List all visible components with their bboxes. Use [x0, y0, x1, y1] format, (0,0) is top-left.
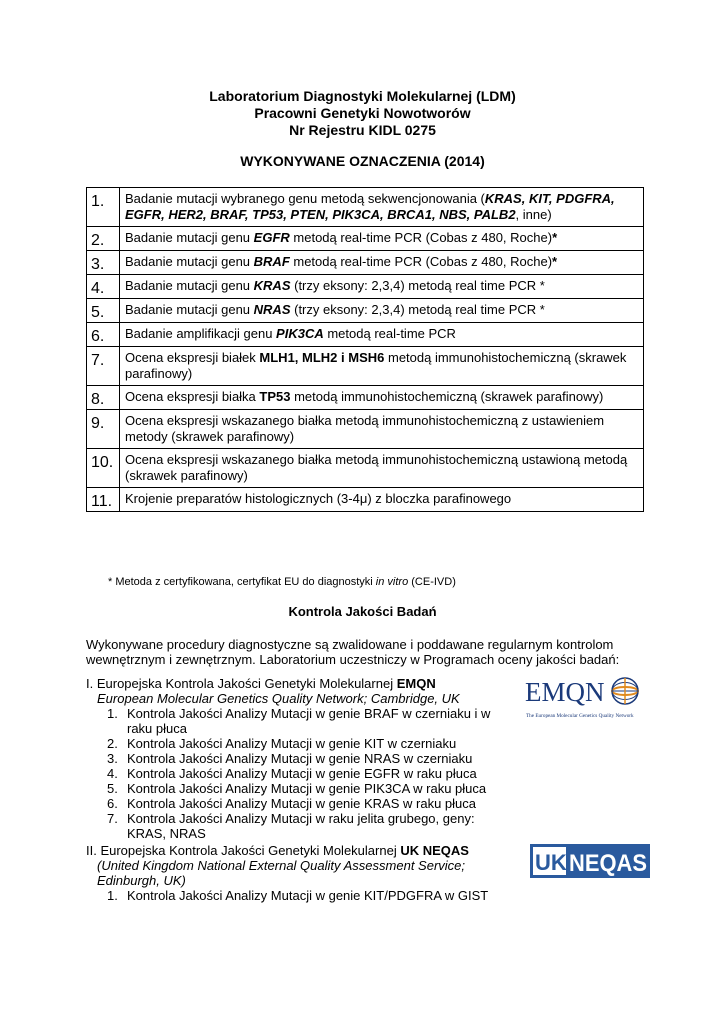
test-text-segment: Ocena ekspresji wskazanego białka metodą immunohistochemiczną z ustawieniem metody (skrawek parafinowy) — [125, 413, 605, 444]
test-description — [120, 227, 644, 251]
list-item: 5. Kontrola Jakości Analizy Mutacji w genie PIK3CA w raku płuca — [107, 781, 487, 796]
program-title-text: II. Europejska Kontrola Jakości Genetyki Molekularnej — [86, 843, 401, 858]
test-text-segment: * — [552, 254, 558, 269]
footnote-suffix: (CE-IVD) — [408, 576, 456, 588]
test-description — [120, 347, 644, 386]
test-number: 2. — [87, 227, 120, 251]
quality-intro: Wykonywane procedury diagnostyczne są zwalidowane i poddawane regularnym kontrolom wewnętrznym i zewnętrznym. Laboratorium uczestniczy w Programach oceny jakości badań: — [86, 637, 620, 667]
table-row — [87, 275, 644, 299]
test-text-segment: Badanie mutacji genu — [125, 254, 254, 269]
program-uk-neqas — [86, 843, 516, 903]
test-text-segment: Badanie amplifikacji genu — [125, 326, 277, 341]
test-text-segment: metodą real-time PCR (Cobas z 480, Roche) — [289, 230, 553, 245]
test-number: 3. — [87, 251, 120, 275]
test-text-segment: Badanie mutacji genu — [125, 278, 254, 293]
test-number: 8. — [87, 386, 120, 410]
tests-heading: WYKONYWANE OZNACZENIA (2014) — [240, 153, 485, 169]
table-row — [87, 227, 644, 251]
department-name: Pracowni Genetyki Nowotworów — [254, 105, 471, 121]
test-number: 10. — [87, 449, 120, 488]
program-subtitle: European Molecular Genetics Quality Network; Cambridge, UK — [97, 691, 460, 706]
list-item: 1. Kontrola Jakości Analizy Mutacji w genie BRAF w czerniaku i w raku płuca — [107, 706, 491, 736]
table-row — [87, 488, 644, 512]
table-row — [87, 347, 644, 386]
table-row — [87, 299, 644, 323]
tests-table — [86, 187, 644, 512]
table-row — [87, 323, 644, 347]
test-description — [120, 275, 644, 299]
test-text-segment: MLH1, MLH2 i MSH6 — [259, 350, 385, 365]
list-item-text: Kontrola Jakości Analizy Mutacji w genie KRAS w raku płuca — [127, 796, 476, 811]
test-text-segment: Krojenie preparatów histologicznych (3-4μ) z bloczka parafinowego — [125, 491, 512, 506]
page-header — [0, 88, 725, 139]
test-text-segment: * — [552, 230, 558, 245]
table-row — [87, 251, 644, 275]
test-text-segment: , inne) — [515, 207, 552, 222]
program-title — [86, 843, 516, 858]
test-text-segment: Badanie mutacji genu — [125, 302, 254, 317]
list-item-text: Kontrola Jakości Analizy Mutacji w genie BRAF w czerniaku i w raku płuca — [127, 706, 491, 736]
test-text-segment: Ocena ekspresji białka — [125, 389, 260, 404]
list-item-text: Kontrola Jakości Analizy Mutacji w genie NRAS w czerniaku — [127, 751, 473, 766]
list-item: 3. Kontrola Jakości Analizy Mutacji w genie NRAS w czerniaku — [107, 751, 473, 766]
test-text-segment: Badanie mutacji wybranego genu metodą sekwencjonowania ( — [125, 191, 485, 206]
footnote — [108, 575, 456, 590]
test-text-segment: Ocena ekspresji białek — [125, 350, 260, 365]
list-item-text: Kontrola Jakości Analizy Mutacji w genie EGFR w raku płuca — [127, 766, 477, 781]
test-text-segment: EGFR — [253, 230, 290, 245]
test-text-segment: (trzy eksony: 2,3,4) metodą real time PCR * — [290, 302, 545, 317]
uk-neqas-logo — [530, 843, 650, 881]
program-acronym: UK NEQAS — [400, 843, 469, 858]
emqn-logo-text: EMQN — [525, 677, 605, 707]
test-text-segment: (trzy eksony: 2,3,4) metodą real time PCR * — [290, 278, 545, 293]
test-number: 1. — [87, 188, 120, 227]
test-text-segment: KRAS, KIT, PDGFRA, EGFR, HER2, BRAF, TP53, PTEN, PIK3CA, BRCA1, NBS, PALB2 — [125, 191, 615, 222]
test-description — [120, 410, 644, 449]
list-item: 7. Kontrola Jakości Analizy Mutacji w raku jelita grubego, geny: KRAS, NRAS — [107, 811, 475, 841]
test-text-segment: metodą immunohistochemiczną (skrawek parafinowy) — [125, 350, 627, 381]
test-text-segment: Badanie mutacji genu — [125, 230, 254, 245]
program-acronym: EMQN — [396, 676, 436, 691]
neqas-logo-text: NEQAS — [569, 850, 647, 877]
list-item: 2. Kontrola Jakości Analizy Mutacji w genie KIT w czerniaku — [107, 736, 457, 751]
test-text-segment: NRAS — [253, 302, 291, 317]
neqas-logo-uk: UK — [535, 850, 567, 875]
test-text-segment: TP53 — [259, 389, 291, 404]
program-emqn — [86, 676, 516, 841]
test-description — [120, 323, 644, 347]
emqn-logo-tagline: The European Molecular Genetics Quality Network — [526, 713, 634, 719]
registry-number: Nr Rejestru KIDL 0275 — [289, 122, 436, 138]
footnote-italic: in vitro — [375, 576, 409, 588]
program-subtitle: (United Kingdom National External Quality Assessment Service; Edinburgh, UK) — [97, 858, 466, 888]
list-item-text: Kontrola Jakości Analizy Mutacji w genie KIT w czerniaku — [127, 736, 457, 751]
program-title-text: I. Europejska Kontrola Jakości Genetyki Molekularnej — [86, 676, 397, 691]
footnote-text: * Metoda z certyfikowana, certyfikat EU do diagnostyki — [108, 576, 376, 588]
list-item-text: Kontrola Jakości Analizy Mutacji w genie PIK3CA w raku płuca — [127, 781, 487, 796]
test-number: 6. — [87, 323, 120, 347]
list-item: 1. Kontrola Jakości Analizy Mutacji w genie KIT/PDGFRA w GIST — [107, 888, 489, 903]
lab-name: Laboratorium Diagnostyki Molekularnej (LDM) — [209, 88, 516, 104]
test-description — [120, 188, 644, 227]
test-number: 11. — [87, 488, 120, 512]
test-text-segment: PIK3CA — [276, 326, 324, 341]
test-text-segment: metodą immunohistochemiczną (skrawek parafinowy) — [290, 389, 604, 404]
program-items — [86, 888, 516, 903]
test-number: 4. — [87, 275, 120, 299]
program-title — [86, 676, 516, 691]
test-text-segment: KRAS — [253, 278, 291, 293]
emqn-logo — [523, 671, 643, 721]
table-row — [87, 386, 644, 410]
list-item-text: Kontrola Jakości Analizy Mutacji w raku jelita grubego, geny: KRAS, NRAS — [127, 811, 475, 841]
test-description — [120, 386, 644, 410]
list-item: 6. Kontrola Jakości Analizy Mutacji w genie KRAS w raku płuca — [107, 796, 476, 811]
test-text-segment: metodą real-time PCR (Cobas z 480, Roche) — [289, 254, 553, 269]
program-items — [86, 706, 516, 841]
test-description — [120, 488, 644, 512]
test-number: 7. — [87, 347, 120, 386]
table-row — [87, 449, 644, 488]
test-description — [120, 251, 644, 275]
test-text-segment: metodą real-time PCR — [323, 326, 456, 341]
quality-heading: Kontrola Jakości Badań — [288, 604, 437, 619]
test-description — [120, 449, 644, 488]
list-item-text: Kontrola Jakości Analizy Mutacji w genie KIT/PDGFRA w GIST — [127, 888, 489, 903]
list-item: 4. Kontrola Jakości Analizy Mutacji w genie EGFR w raku płuca — [107, 766, 477, 781]
test-text-segment: Ocena ekspresji wskazanego białka metodą immunohistochemiczną ustawioną metodą (skrawek parafinowy) — [125, 452, 628, 483]
test-number: 9. — [87, 410, 120, 449]
table-row — [87, 188, 644, 227]
test-number: 5. — [87, 299, 120, 323]
test-text-segment: BRAF — [253, 254, 290, 269]
table-row — [87, 410, 644, 449]
test-description — [120, 299, 644, 323]
